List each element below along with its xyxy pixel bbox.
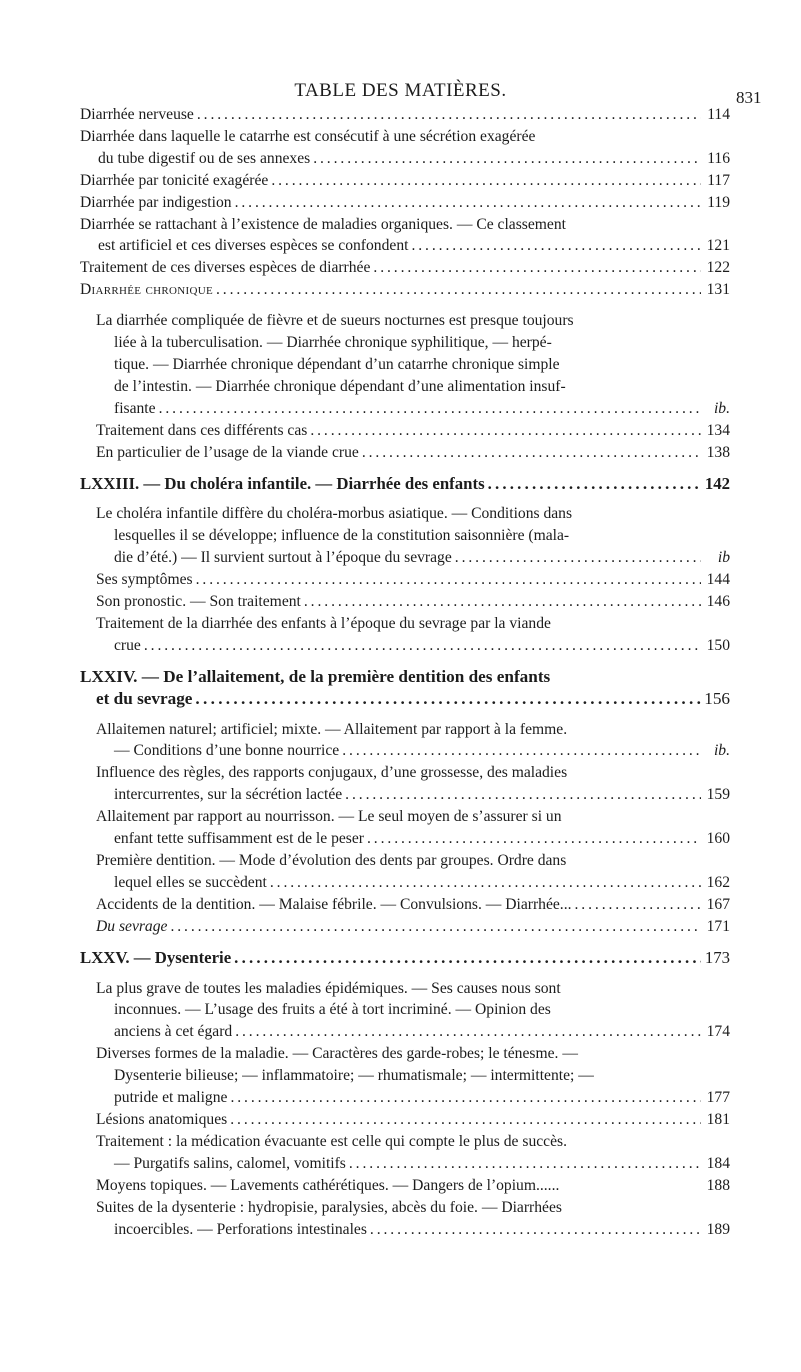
entry-page: 173 bbox=[704, 947, 730, 967]
toc-entry bbox=[80, 591, 730, 613]
toc-entry bbox=[80, 442, 730, 464]
entry-page: 160 bbox=[706, 830, 730, 848]
dot-leader bbox=[362, 442, 701, 464]
section-heading bbox=[80, 279, 730, 301]
entry-line: du tube digestif ou de ses annexes bbox=[98, 149, 311, 167]
entry-line: inconnues. — L’usage des fruits a été à tort incriminé. — Opinion des bbox=[114, 1001, 551, 1019]
toc-entry bbox=[80, 310, 730, 420]
entry-text: Accidents de la dentition. — Malaise fébrile. — Convulsions. — Diarrhée... bbox=[96, 895, 572, 913]
chapter-title-line: LXXIV. — De l’allaitement, de la première dentition des enfants bbox=[80, 666, 551, 686]
dot-leader bbox=[411, 235, 701, 257]
table-of-contents bbox=[80, 104, 730, 1240]
entry-line: lesquelles il se développe; influence de la constitution saisonnière (mala- bbox=[114, 527, 570, 545]
toc-entry bbox=[80, 762, 730, 806]
entry-page: 138 bbox=[706, 443, 730, 461]
entry-page: ib bbox=[717, 549, 730, 567]
entry-page: 174 bbox=[706, 1023, 730, 1041]
dot-leader bbox=[313, 148, 701, 170]
entry-line: Traitement : la médication évacuante est celle qui compte le plus de succès. bbox=[96, 1132, 567, 1150]
toc-entry bbox=[80, 978, 730, 1044]
entry-line: La diarrhée compliquée de fièvre et de sueurs nocturnes est presque toujours bbox=[96, 312, 574, 330]
entry-page: 150 bbox=[706, 636, 730, 654]
toc-entry bbox=[80, 569, 730, 591]
dot-leader bbox=[310, 420, 701, 442]
dot-leader bbox=[349, 1153, 701, 1175]
entry-line: fisante bbox=[114, 399, 156, 417]
entry-line: — Purgatifs salins, calomel, vomitifs bbox=[114, 1154, 346, 1172]
entry-line: — Conditions d’une bonne nourrice bbox=[114, 742, 340, 760]
dot-leader bbox=[195, 688, 701, 710]
entry-text: Moyens topiques. — Lavements cathérétiques. — Dangers de l’opium...... bbox=[96, 1176, 560, 1194]
dot-leader bbox=[216, 279, 701, 301]
entry-line: Suites de la dysenterie : hydropisie, paralysies, abcès du foie. — Diarrhées bbox=[96, 1198, 562, 1216]
entry-page: ib. bbox=[713, 399, 730, 417]
entry-text: Ses symptômes bbox=[96, 571, 193, 589]
entry-text: Son pronostic. — Son traitement bbox=[96, 593, 301, 611]
entry-line: de l’intestin. — Diarrhée chronique dépendant d’une alimentation insuf- bbox=[114, 377, 566, 395]
toc-entry bbox=[80, 214, 730, 258]
entry-line: anciens à cet égard bbox=[114, 1023, 233, 1041]
dot-leader bbox=[575, 894, 702, 916]
entry-page: 142 bbox=[704, 473, 730, 493]
entry-page: 159 bbox=[706, 786, 730, 804]
entry-text: Du sevrage bbox=[96, 917, 168, 935]
toc-entry bbox=[80, 916, 730, 938]
entry-line: Dysenterie bilieuse; — inflammatoire; — rhumatismale; — intermittente; — bbox=[114, 1067, 594, 1085]
entry-page: 122 bbox=[706, 259, 730, 277]
entry-line: enfant tette suffisamment est de le peser bbox=[114, 830, 364, 848]
dot-leader bbox=[304, 591, 701, 613]
entry-page: 119 bbox=[707, 193, 730, 211]
entry-line: tique. — Diarrhée chronique dépendant d’un catarrhe chronique simple bbox=[114, 355, 560, 373]
toc-entry bbox=[80, 104, 730, 126]
entry-text: Traitement de ces diverses espèces de diarrhée bbox=[80, 259, 371, 277]
page-number: 831 bbox=[736, 88, 762, 107]
toc-entry bbox=[80, 503, 730, 569]
entry-line: Influence des règles, des rapports conjugaux, d’une grossesse, des maladies bbox=[96, 764, 568, 782]
entry-line: Première dentition. — Mode d’évolution des dents par groupes. Ordre dans bbox=[96, 852, 567, 869]
dot-leader bbox=[159, 398, 701, 420]
entry-page: 131 bbox=[706, 281, 730, 299]
entry-line: Le choléra infantile diffère du choléra-morbus asiatique. — Conditions dans bbox=[96, 505, 573, 523]
entry-text: Diarrhée nerveuse bbox=[80, 106, 194, 123]
toc-entry bbox=[80, 719, 730, 763]
dot-leader bbox=[235, 1021, 701, 1043]
dot-leader bbox=[230, 1109, 701, 1131]
toc-entry bbox=[80, 170, 730, 192]
entry-text: Lésions anatomiques bbox=[96, 1110, 228, 1128]
entry-page: 177 bbox=[706, 1089, 730, 1107]
dot-leader bbox=[367, 828, 701, 850]
toc-entry bbox=[80, 894, 730, 916]
dot-leader bbox=[455, 547, 701, 569]
entry-line: liée à la tuberculisation. — Diarrhée chronique syphilitique, — herpé- bbox=[114, 334, 552, 352]
entry-page: 146 bbox=[706, 593, 730, 611]
entry-text: En particulier de l’usage de la viande crue bbox=[96, 443, 359, 461]
toc-entry bbox=[80, 126, 730, 170]
entry-line: Diarrhée se rattachant à l’existence de maladies organiques. — Ce classement bbox=[80, 215, 566, 233]
entry-line: lequel elles se succèdent bbox=[114, 873, 267, 891]
toc-entry bbox=[80, 613, 730, 657]
toc-entry bbox=[80, 192, 730, 214]
dot-leader bbox=[234, 947, 701, 969]
entry-line: putride et maligne bbox=[114, 1089, 228, 1107]
entry-page: 156 bbox=[704, 688, 730, 708]
entry-page: 184 bbox=[706, 1154, 730, 1172]
toc-entry bbox=[80, 420, 730, 442]
entry-page: 116 bbox=[707, 149, 730, 167]
entry-page: 167 bbox=[706, 895, 730, 913]
entry-page: ib. bbox=[713, 742, 730, 760]
toc-entry bbox=[80, 1175, 730, 1197]
entry-line: die d’été.) — Il survient surtout à l’époque du sevrage bbox=[114, 549, 452, 567]
entry-line: Diarrhée dans laquelle le catarrhe est consécutif à une sécrétion exagérée bbox=[80, 127, 536, 145]
entry-page: 189 bbox=[706, 1220, 730, 1238]
entry-line: crue bbox=[114, 636, 141, 654]
chapter-title: LXXIII. — Du choléra infantile. — Diarrhée des enfants bbox=[80, 473, 485, 493]
dot-leader bbox=[373, 257, 701, 279]
toc-entry bbox=[80, 257, 730, 279]
entry-page: 181 bbox=[706, 1110, 730, 1128]
entry-line: Allaitemen naturel; artificiel; mixte. — Allaitement par rapport à la femme. bbox=[96, 720, 568, 738]
dot-leader bbox=[230, 1087, 701, 1109]
entry-page: 117 bbox=[707, 171, 730, 189]
dot-leader bbox=[270, 872, 701, 894]
entry-line: Allaitement par rapport au nourrisson. — Le seul moyen de s’assurer si un bbox=[96, 808, 562, 826]
entry-page: 162 bbox=[706, 873, 730, 891]
dot-leader bbox=[342, 740, 701, 762]
toc-entry bbox=[80, 850, 730, 894]
toc-entry bbox=[80, 1131, 730, 1175]
entry-line: est artificiel et ces diverses espèces se confondent bbox=[98, 237, 409, 255]
dot-leader bbox=[235, 192, 701, 214]
entry-page: 134 bbox=[706, 421, 730, 439]
entry-text: Diarrhée par tonicité exagérée bbox=[80, 171, 269, 189]
entry-text: Traitement dans ces différents cas bbox=[96, 421, 308, 439]
chapter-heading bbox=[80, 473, 730, 495]
entry-line: Traitement de la diarrhée des enfants à l’époque du sevrage par la viande bbox=[96, 614, 551, 632]
dot-leader bbox=[488, 473, 701, 495]
running-head: TABLE DES MATIÈRES. bbox=[294, 80, 507, 101]
dot-leader bbox=[197, 104, 701, 126]
dot-leader bbox=[370, 1219, 701, 1241]
entry-line: incoercibles. — Perforations intestinales bbox=[114, 1220, 367, 1238]
entry-line: intercurrentes, sur la sécrétion lactée bbox=[114, 786, 343, 804]
dot-leader bbox=[170, 916, 701, 938]
chapter-heading bbox=[80, 947, 730, 969]
dot-leader bbox=[345, 784, 701, 806]
dot-leader bbox=[196, 569, 701, 591]
entry-page: 121 bbox=[706, 237, 730, 255]
entry-page: 171 bbox=[706, 917, 730, 935]
chapter-heading bbox=[80, 666, 730, 710]
toc-entry bbox=[80, 1109, 730, 1131]
entry-page: 144 bbox=[706, 571, 730, 589]
dot-leader bbox=[271, 170, 701, 192]
entry-line: Diverses formes de la maladie. — Caractères des garde-robes; le ténesme. — bbox=[96, 1045, 578, 1063]
dot-leader bbox=[144, 635, 701, 657]
toc-entry bbox=[80, 806, 730, 850]
section-title: Diarrhée chronique bbox=[80, 281, 213, 299]
entry-text: Diarrhée par indigestion bbox=[80, 193, 232, 211]
entry-line: La plus grave de toutes les maladies épidémiques. — Ses causes nous sont bbox=[96, 979, 561, 997]
entry-page: 114 bbox=[707, 106, 730, 123]
chapter-title: LXXV. — Dysenterie bbox=[80, 947, 232, 967]
entry-page: 188 bbox=[706, 1176, 730, 1194]
toc-entry bbox=[80, 1197, 730, 1241]
chapter-title-line: et du sevrage bbox=[96, 688, 193, 708]
toc-entry bbox=[80, 1043, 730, 1109]
